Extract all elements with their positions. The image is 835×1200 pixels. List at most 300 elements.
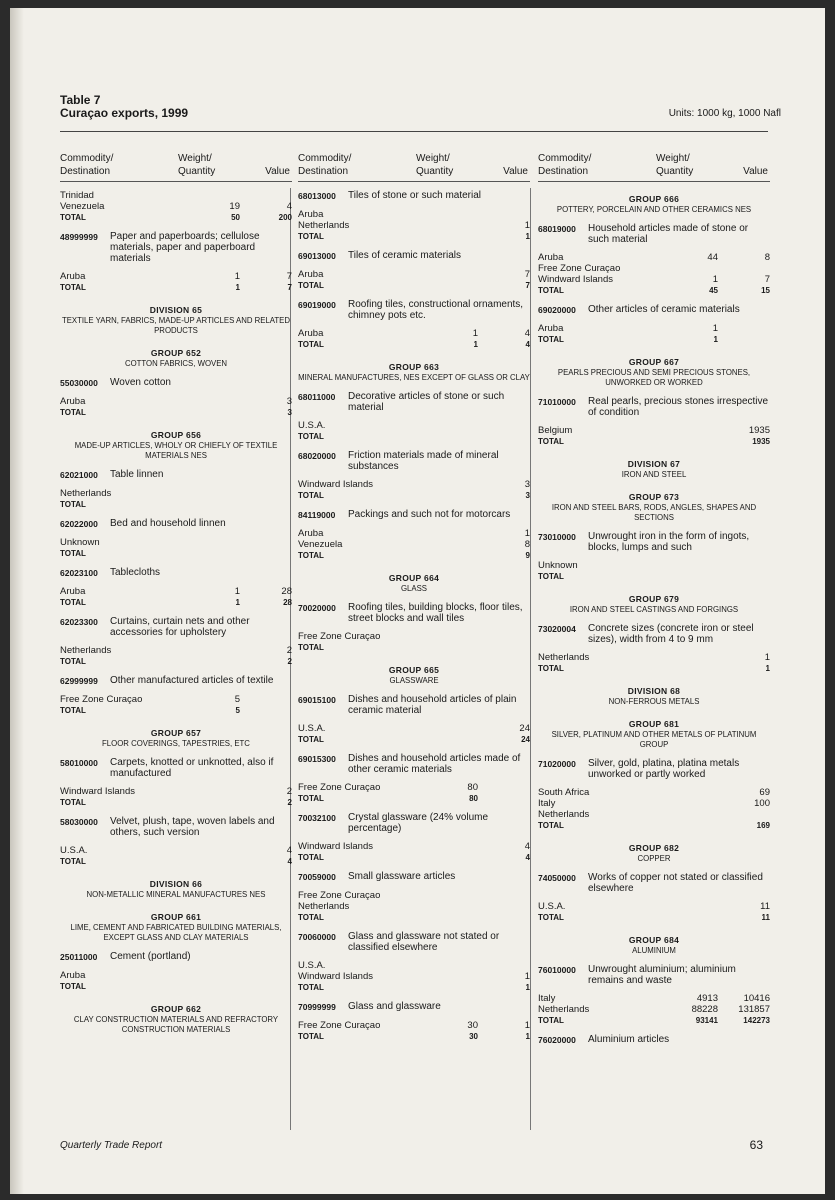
group-heading [538,459,770,480]
value-cell [478,890,530,901]
group-heading [538,594,770,615]
value-cell [478,420,530,431]
value-cell [718,263,770,274]
destination-cell: Unknown [538,560,578,571]
value-cell: 3 [524,479,530,490]
commodity-entry [538,223,770,245]
commodity-code: 70032100 [298,813,336,823]
value-cell [240,548,292,559]
value-cell: 7 [764,274,770,285]
commodity-code: 62999999 [60,676,98,686]
weight-cell [434,539,478,550]
weight-cell [674,912,718,923]
total-row [60,856,292,867]
commodity-code: 70059000 [298,872,336,882]
weight-cell: 1 [234,586,240,597]
group-name: TEXTILE YARN, FABRICS, MADE-UP ARTICLES AND RELATED PRODUCTS [61,316,291,335]
destination-cell: Free Zone Curaçao [60,694,143,705]
commodity-description: Works of copper not stated or classified elsewhere [588,872,763,894]
commodity-entry [298,753,530,775]
weight-cell [674,652,718,663]
commodity-entry [298,450,530,472]
group-name: ALUMINIUM [632,946,676,955]
total-label: TOTAL [60,798,86,807]
total-label: TOTAL [60,549,86,558]
value-cell [240,970,292,981]
weight-cell [196,407,240,418]
commodity-entry [538,872,770,894]
commodity-description: Carpets, knotted or unknotted, also if manufactured [110,757,274,779]
commodity-description: Bed and household linnen [110,518,226,529]
commodity-entry [298,250,530,262]
table-title [60,94,188,120]
group-number: GROUP 681 [628,719,680,729]
weight-cell: 1 [712,323,718,334]
weight-cell [434,231,478,242]
destination-cell: Unknown [60,537,100,548]
total-label: TOTAL [538,1016,564,1025]
total-label: TOTAL [298,340,324,349]
weight-cell: 1 [472,328,478,339]
units-note: Units: 1000 kg, 1000 Nafl [668,108,781,119]
value-cell: 2 [286,786,292,797]
weight-cell [434,269,478,280]
commodity-entry [538,531,770,553]
destination-cell: Aruba [538,252,564,263]
commodity-description: Glass and glassware not stated or classified elsewhere [348,931,500,953]
header-value-label: Value [265,166,290,177]
destination-cell: Windward Islands [298,971,373,982]
total-row [298,280,530,291]
group-name: SILVER, PLATINUM AND OTHER METALS OF PLATINUM GROUP [551,730,757,749]
value-cell [718,323,770,334]
table-row [538,1004,770,1015]
total-label: TOTAL [538,572,564,581]
destination-cell: U.S.A. [538,901,566,912]
weight-cell [196,970,240,981]
table-row [298,528,530,539]
commodity-entry [298,190,530,202]
group-name: PEARLS PRECIOUS AND SEMI PRECIOUS STONES, UNWORKED OR WORKED [557,368,751,387]
value-cell: 1935 [748,425,770,436]
destination-cell: Aruba [60,396,86,407]
commodity-description: Roofing tiles, constructional ornaments, chimney pots etc. [348,299,524,321]
total-label: TOTAL [298,281,324,290]
group-heading [60,879,292,900]
commodity-entry [538,304,770,316]
commodity-description: Cement (portland) [110,951,191,962]
group-heading [60,912,292,943]
destination-cell: Italy [538,798,556,809]
total-row [298,793,530,804]
value-cell: 8 [764,252,770,263]
total-row [298,912,530,923]
destination-cell: Free Zone Curaçao [298,1020,381,1031]
group-heading [538,357,770,388]
weight-cell [196,856,240,867]
header-quantity-label: Quantity [416,166,454,177]
table-row [298,960,530,971]
value-cell [240,705,292,716]
table-column-3 [538,150,770,1053]
weight-cell [434,280,478,291]
value-cell: 2 [287,798,292,807]
weight-cell [674,436,718,447]
destination-cell: Free Zone Curaçao [298,782,381,793]
value-cell: 169 [756,821,770,830]
group-heading [538,719,770,750]
weight-cell [434,960,478,971]
total-label: TOTAL [298,794,324,803]
table-row [60,845,292,856]
total-row [60,499,292,510]
total-row [298,852,530,863]
table-row [538,993,770,1004]
total-row [298,734,530,745]
commodity-code: 25011000 [60,952,98,962]
destination-cell: Venezuela [60,201,105,212]
total-row [538,1015,770,1026]
destination-cell: Aruba [298,328,324,339]
total-label: TOTAL [298,432,324,441]
group-number: GROUP 679 [628,594,680,604]
weight-cell [434,971,478,982]
weight-cell [434,490,478,501]
weight-cell [196,537,240,548]
table-row [298,479,530,490]
total-row [538,663,770,674]
weight-cell [434,642,478,653]
table-row [298,1020,530,1031]
destination-cell: Netherlands [538,809,590,820]
group-heading [60,348,292,369]
weight-cell: 1 [235,283,240,292]
destination-cell: U.S.A. [298,960,326,971]
commodity-description: Crystal glassware (24% volume percentage) [348,812,489,834]
commodity-description: Decorative articles of stone or such material [348,391,505,413]
group-number: DIVISION 66 [149,879,203,889]
destination-cell: Venezuela [298,539,343,550]
commodity-description: Curtains, curtain nets and other accessories for upholstery [110,616,250,638]
table-row [538,560,770,571]
commodity-code: 68011000 [298,392,336,402]
commodity-description: Roofing tiles, building blocks, floor tiles, street blocks and wall tiles [348,602,523,624]
value-cell: 2 [286,645,292,656]
weight-cell [434,734,478,745]
weight-cell: 30 [469,1032,478,1041]
weight-cell [674,820,718,831]
value-cell [478,912,530,923]
commodity-code: 69015100 [298,695,336,705]
destination-cell: Free Zone Curaçao [298,890,381,901]
value-cell: 1 [524,528,530,539]
weight-cell: 1 [234,271,240,282]
commodity-code: 68013000 [298,191,336,201]
group-heading [538,492,770,523]
header-weight [656,152,716,178]
destination-cell: Trinidad [60,190,94,201]
total-row [538,571,770,582]
table-number: Table 7 [60,93,101,107]
group-name: IRON AND STEEL BARS, RODS, ANGLES, SHAPES AND SECTIONS [551,503,757,522]
header-value-label: Value [743,166,768,177]
commodity-code: 73010000 [538,532,576,542]
commodity-entry [538,396,770,418]
value-cell: 8 [524,539,530,550]
value-cell: 3 [525,491,530,500]
destination-cell: Windward Islands [298,479,373,490]
weight-cell [674,560,718,571]
commodity-code: 71020000 [538,759,576,769]
commodity-description: Velvet, plush, tape, woven labels and others, such version [110,816,275,838]
table-row [298,890,530,901]
commodity-description: Small glassware articles [348,871,456,882]
header-destination-label: Destination [298,166,349,177]
destination-cell: U.S.A. [298,723,326,734]
header-commodity-label: Commodity/ [298,153,352,164]
total-row [60,212,292,223]
commodity-description: Unwrought aluminium; aluminium remains and waste [588,964,736,986]
value-cell: 24 [521,735,530,744]
group-number: GROUP 652 [150,348,202,358]
total-label: TOTAL [60,706,86,715]
table-row [298,971,530,982]
group-number: GROUP 663 [388,362,440,372]
weight-cell: 45 [709,286,718,295]
destination-cell: Netherlands [60,645,112,656]
group-number: DIVISION 67 [627,459,681,469]
value-cell: 7 [286,271,292,282]
table-row [298,220,530,231]
value-cell [718,571,770,582]
value-cell: 4 [524,841,530,852]
group-name: IRON AND STEEL [621,470,687,479]
weight-cell [196,396,240,407]
weight-cell [674,809,718,820]
destination-cell: Aruba [60,271,86,282]
total-label: TOTAL [60,283,86,292]
commodity-code: 58030000 [60,817,98,827]
table-row [538,787,770,798]
commodity-description: Paper and paperboards; cellulose materials, paper and paperboard materials [110,231,260,264]
table-row [538,274,770,285]
value-cell: 28 [283,598,292,607]
column-header [60,150,292,182]
table-column-2 [298,150,530,1042]
table-row [60,645,292,656]
header-commodity [60,152,140,178]
total-label: TOTAL [298,983,324,992]
total-label: TOTAL [60,982,86,991]
value-cell: 4 [525,853,530,862]
group-name: NON-FERROUS METALS [608,697,700,706]
group-heading [60,305,292,336]
weight-cell: 80 [469,794,478,803]
value-cell [240,190,292,201]
group-name: MINERAL MANUFACTURES, NES EXCEPT OF GLASS OR CLAY [298,373,530,382]
page-spine-shadow [10,8,24,1194]
group-number: GROUP 662 [150,1004,202,1014]
header-commodity-label: Commodity/ [538,153,592,164]
table-row [60,537,292,548]
weight-cell [674,571,718,582]
commodity-code: 62021000 [60,470,98,480]
commodity-entry [60,951,292,963]
weight-cell: 93141 [695,1016,718,1025]
value-cell: 1 [525,1032,530,1041]
commodity-description: Silver, gold, platina, platina metals unworked or partly worked [588,758,740,780]
header-quantity-label: Quantity [656,166,694,177]
destination-cell: Netherlands [298,220,350,231]
table-row [298,539,530,550]
value-cell [478,642,530,653]
value-cell: 10416 [743,993,770,1004]
commodity-description: Other articles of ceramic materials [588,304,740,315]
weight-cell [434,209,478,220]
column-header [538,150,770,182]
destination-cell: U.S.A. [298,420,326,431]
total-label: TOTAL [538,437,564,446]
commodity-code: 68020000 [298,451,336,461]
table-row [538,809,770,820]
value-cell: 4 [286,845,292,856]
title-rule [60,131,768,132]
commodity-entry [60,567,292,579]
header-weight-label: Weight/ [416,153,450,164]
table-row [60,970,292,981]
group-number: DIVISION 68 [627,686,681,696]
value-cell: 131857 [738,1004,770,1015]
commodity-entry [298,299,530,321]
commodity-code: 73020004 [538,624,576,634]
total-label: TOTAL [538,913,564,922]
value-cell [478,431,530,442]
group-heading [538,194,770,215]
commodity-entry [298,931,530,953]
weight-cell [674,663,718,674]
group-number: GROUP 673 [628,492,680,502]
table-row [60,586,292,597]
total-row [60,548,292,559]
weight-cell [196,786,240,797]
destination-cell: Belgium [538,425,573,436]
commodity-code: 76020000 [538,1035,576,1045]
destination-cell: Italy [538,993,556,1004]
weight-cell: 1 [713,335,718,344]
value-cell: 1 [765,664,770,673]
value-cell [478,782,530,793]
table-row [538,252,770,263]
total-label: TOTAL [298,491,324,500]
weight-cell [196,656,240,667]
group-name: NON-METALLIC MINERAL MANUFACTURES NES [86,890,266,899]
weight-cell [434,982,478,993]
commodity-description: Woven cotton [110,377,171,388]
group-name: GLASS [400,584,427,593]
total-label: TOTAL [60,500,86,509]
weight-cell: 88228 [691,1004,718,1015]
value-cell: 9 [525,551,530,560]
commodity-entry [298,1001,530,1013]
table-row [538,798,770,809]
value-cell: 24 [519,723,530,734]
total-row [298,339,530,350]
total-row [298,431,530,442]
commodity-entry [298,694,530,716]
commodity-description: Dishes and household articles of plain ceramic material [348,694,517,716]
commodity-entry [60,675,292,687]
table-row [60,396,292,407]
group-heading [298,665,530,686]
total-row [60,797,292,808]
weight-cell [196,190,240,201]
table-row [298,269,530,280]
value-cell: 4 [286,201,292,212]
weight-cell: 80 [467,782,478,793]
commodity-description: Dishes and household articles made of other ceramic materials [348,753,521,775]
commodity-code: 70020000 [298,603,336,613]
value-cell: 1 [524,220,530,231]
value-cell [718,560,770,571]
page-number: 63 [749,1138,763,1152]
weight-cell [434,841,478,852]
value-cell: 200 [278,213,292,222]
destination-cell: Aruba [60,586,86,597]
commodity-code: 68019000 [538,224,576,234]
commodity-code: 69013000 [298,251,336,261]
total-row [60,981,292,992]
commodity-entry [60,616,292,638]
value-cell [240,488,292,499]
value-cell: 2 [287,657,292,666]
table-column-1 [60,150,292,1041]
table-row [60,488,292,499]
value-cell: 7 [525,281,530,290]
total-label: TOTAL [298,735,324,744]
commodity-code: 55030000 [60,378,98,388]
value-cell [240,981,292,992]
weight-cell: 1 [712,274,718,285]
group-number: GROUP 661 [150,912,202,922]
table-row [298,723,530,734]
weight-cell [434,550,478,561]
group-number: GROUP 656 [150,430,202,440]
value-cell [240,499,292,510]
value-cell [478,209,530,220]
value-cell [718,809,770,820]
total-row [538,820,770,831]
group-heading [298,362,530,383]
destination-cell: Aruba [538,323,564,334]
weight-cell [674,263,718,274]
commodity-entry [298,602,530,624]
header-destination-label: Destination [538,166,589,177]
header-destination-label: Destination [60,166,111,177]
total-label: TOTAL [60,408,86,417]
commodity-code: 74050000 [538,873,576,883]
commodity-code: 62023100 [60,568,98,578]
commodity-code: 76010000 [538,965,576,975]
weight-cell [434,852,478,863]
total-label: TOTAL [298,1032,324,1041]
total-label: TOTAL [60,857,86,866]
total-label: TOTAL [298,643,324,652]
table-row [60,201,292,212]
header-commodity [538,152,618,178]
group-number: DIVISION 65 [149,305,203,315]
total-label: TOTAL [538,335,564,344]
value-cell: 1 [524,1020,530,1031]
